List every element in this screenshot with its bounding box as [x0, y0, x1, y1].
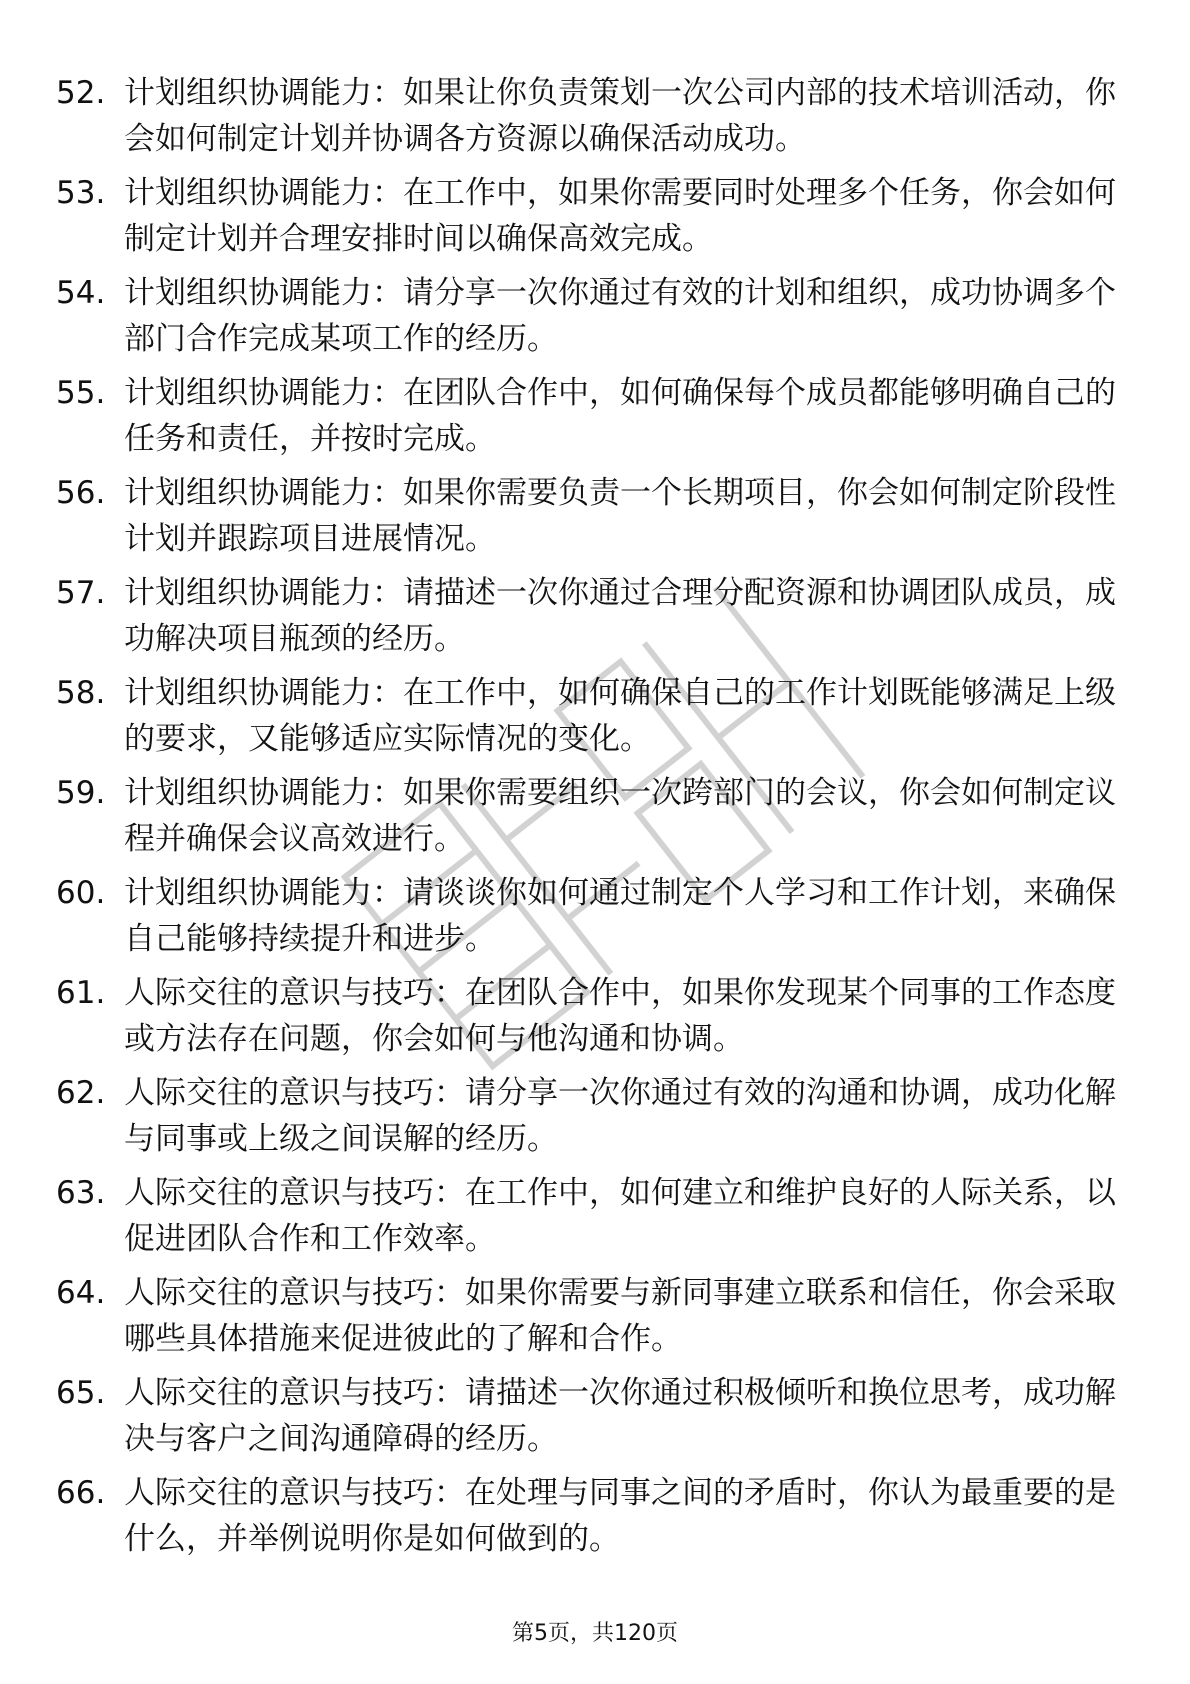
- list-item: [56, 1370, 1116, 1462]
- question-number: 53.: [56, 175, 106, 211]
- list-item: [56, 670, 1116, 762]
- list-item: [56, 970, 1116, 1062]
- question-text: 计划组织协调能力：在团队合作中，如何确保每个成员都能够明确自己的任务和责任，并按时完成。: [124, 375, 1116, 457]
- question-text: 计划组织协调能力：请谈谈你如何通过制定个人学习和工作计划，来确保自己能够持续提升和进步。: [124, 875, 1116, 957]
- question-number: 58.: [56, 675, 106, 711]
- question-number: 62.: [56, 1075, 106, 1111]
- question-number: 66.: [56, 1475, 106, 1511]
- question-number: 56.: [56, 475, 106, 511]
- question-text: 人际交往的意识与技巧：请描述一次你通过积极倾听和换位思考，成功解决与客户之间沟通障碍的经历。: [124, 1375, 1116, 1457]
- list-item: [56, 370, 1116, 462]
- question-number: 64.: [56, 1275, 106, 1311]
- question-text: 计划组织协调能力：如果你需要组织一次跨部门的会议，你会如何制定议程并确保会议高效进行。: [124, 775, 1116, 857]
- question-text: 人际交往的意识与技巧：请分享一次你通过有效的沟通和协调，成功化解与同事或上级之间误解的经历。: [124, 1075, 1116, 1157]
- question-number: 52.: [56, 75, 106, 111]
- question-text: 计划组织协调能力：请描述一次你通过合理分配资源和协调团队成员，成功解决项目瓶颈的经历。: [124, 575, 1116, 657]
- question-text: 计划组织协调能力：如果你需要负责一个长期项目，你会如何制定阶段性计划并跟踪项目进展情况。: [124, 475, 1116, 557]
- question-number: 65.: [56, 1375, 106, 1411]
- question-text: 人际交往的意识与技巧：在团队合作中，如果你发现某个同事的工作态度或方法存在问题，你会如何与他沟通和协调。: [124, 975, 1116, 1057]
- question-list: [56, 70, 1116, 1570]
- list-item: [56, 770, 1116, 862]
- question-number: 60.: [56, 875, 106, 911]
- question-number: 59.: [56, 775, 106, 811]
- question-text: 计划组织协调能力：在工作中，如果你需要同时处理多个任务，你会如何制定计划并合理安排时间以确保高效完成。: [124, 175, 1116, 257]
- question-number: 63.: [56, 1175, 106, 1211]
- list-item: [56, 1270, 1116, 1362]
- question-text: 计划组织协调能力：如果让你负责策划一次公司内部的技术培训活动，你会如何制定计划并协调各方资源以确保活动成功。: [124, 75, 1116, 157]
- list-item: [56, 70, 1116, 162]
- list-item: [56, 170, 1116, 262]
- list-item: [56, 570, 1116, 662]
- list-item: [56, 1470, 1116, 1562]
- question-text: 人际交往的意识与技巧：如果你需要与新同事建立联系和信任，你会采取哪些具体措施来促进彼此的了解和合作。: [124, 1275, 1116, 1357]
- list-item: [56, 470, 1116, 562]
- list-item: [56, 870, 1116, 962]
- list-item: [56, 270, 1116, 362]
- question-text: 人际交往的意识与技巧：在工作中，如何建立和维护良好的人际关系，以促进团队合作和工作效率。: [124, 1175, 1116, 1257]
- page-footer: 第5页，共120页: [512, 1621, 678, 1646]
- question-number: 57.: [56, 575, 106, 611]
- question-text: 计划组织协调能力：请分享一次你通过有效的计划和组织，成功协调多个部门合作完成某项工作的经历。: [124, 275, 1116, 357]
- list-item: [56, 1170, 1116, 1262]
- question-number: 55.: [56, 375, 106, 411]
- question-text: 计划组织协调能力：在工作中，如何确保自己的工作计划既能够满足上级的要求，又能够适应实际情况的变化。: [124, 675, 1116, 757]
- list-item: [56, 1070, 1116, 1162]
- question-text: 人际交往的意识与技巧：在处理与同事之间的矛盾时，你认为最重要的是什么，并举例说明你是如何做到的。: [124, 1475, 1116, 1557]
- question-number: 54.: [56, 275, 106, 311]
- question-number: 61.: [56, 975, 106, 1011]
